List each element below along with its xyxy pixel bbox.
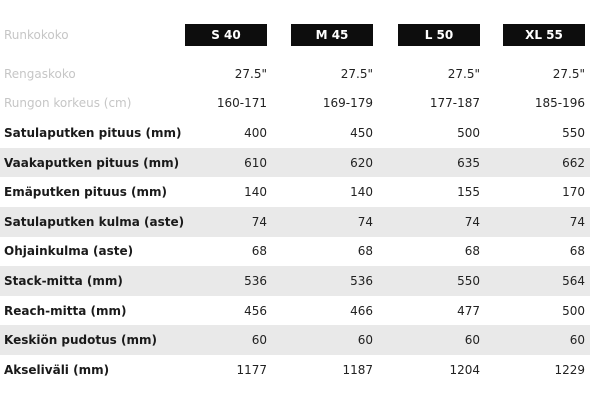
row-value-xl: 550 (562, 125, 585, 140)
table-row-bb-drop (0, 325, 590, 355)
row-value-l: 550 (457, 273, 480, 288)
row-value-s: 140 (244, 185, 267, 200)
row-label: Keskiön pudotus (mm) (4, 333, 157, 348)
row-label: Ohjainkulma (aste) (4, 244, 134, 259)
row-value-xl: 185-196 (534, 96, 585, 111)
row-value-m: 140 (350, 185, 373, 200)
row-value-l: 74 (464, 214, 480, 229)
row-value-xl: 662 (562, 155, 585, 170)
table-row-reach (0, 296, 590, 326)
row-value-s: 27.5" (234, 66, 267, 81)
row-value-m: 27.5" (340, 66, 373, 81)
row-label: Reach-mitta (mm) (4, 303, 127, 318)
row-value-m: 450 (350, 125, 373, 140)
table-row-seat-tube-angle (0, 207, 590, 237)
row-value-s: 74 (251, 214, 267, 229)
row-value-s: 60 (251, 333, 267, 348)
table-row-wheelbase (0, 355, 590, 385)
table-row-stack (0, 266, 590, 296)
row-value-s: 160-171 (216, 96, 267, 111)
row-label: Satulaputken kulma (aste) (4, 214, 185, 229)
row-label: Vaakaputken pituus (mm) (4, 155, 180, 170)
row-value-xl: 500 (562, 303, 585, 318)
row-value-xl: 564 (562, 273, 585, 288)
row-value-l: 1204 (449, 362, 480, 377)
row-value-m: 466 (350, 303, 373, 318)
row-value-l: 27.5" (447, 66, 480, 81)
row-value-l: 177-187 (429, 96, 480, 111)
row-value-m: 60 (357, 333, 373, 348)
row-value-s: 68 (251, 244, 267, 259)
row-value-l: 500 (457, 125, 480, 140)
row-label: Rungon korkeus (cm) (4, 96, 132, 111)
row-value-xl: 170 (562, 185, 585, 200)
row-value-l: 477 (457, 303, 480, 318)
row-label: Rengaskoko (4, 66, 76, 81)
row-value-l: 60 (464, 333, 480, 348)
row-label: Stack-mitta (mm) (4, 273, 123, 288)
row-value-l: 68 (464, 244, 480, 259)
row-value-s: 456 (244, 303, 267, 318)
frame-size-label: Runkokoko (4, 28, 69, 42)
size-header-s: S 40 (185, 24, 267, 46)
geometry-table (0, 20, 590, 385)
row-value-xl: 27.5" (552, 66, 585, 81)
table-header-row (0, 20, 590, 50)
table-row-head-angle (0, 237, 590, 267)
row-value-m: 68 (357, 244, 373, 259)
row-value-s: 536 (244, 273, 267, 288)
table-row-head-tube-length (0, 177, 590, 207)
size-header-m: M 45 (291, 24, 373, 46)
row-value-l: 155 (457, 185, 480, 200)
row-value-s: 610 (244, 155, 267, 170)
table-row-top-tube-length (0, 148, 590, 178)
row-label: Satulaputken pituus (mm) (4, 125, 182, 140)
table-row-frame-height (0, 89, 590, 119)
row-value-m: 169-179 (322, 96, 373, 111)
row-value-xl: 1229 (554, 362, 585, 377)
row-value-s: 1177 (236, 362, 267, 377)
size-header-xl: XL 55 (503, 24, 585, 46)
table-row-tire-size (0, 59, 590, 89)
size-header-l: L 50 (398, 24, 480, 46)
row-value-m: 1187 (342, 362, 373, 377)
row-label: Akseliväli (mm) (4, 362, 110, 377)
row-value-m: 620 (350, 155, 373, 170)
row-value-xl: 74 (569, 214, 585, 229)
row-value-s: 400 (244, 125, 267, 140)
row-value-m: 536 (350, 273, 373, 288)
table-row-seat-tube-length (0, 118, 590, 148)
row-label: Emäputken pituus (mm) (4, 185, 168, 200)
row-value-xl: 68 (569, 244, 585, 259)
row-value-m: 74 (357, 214, 373, 229)
row-value-xl: 60 (569, 333, 585, 348)
row-value-l: 635 (457, 155, 480, 170)
